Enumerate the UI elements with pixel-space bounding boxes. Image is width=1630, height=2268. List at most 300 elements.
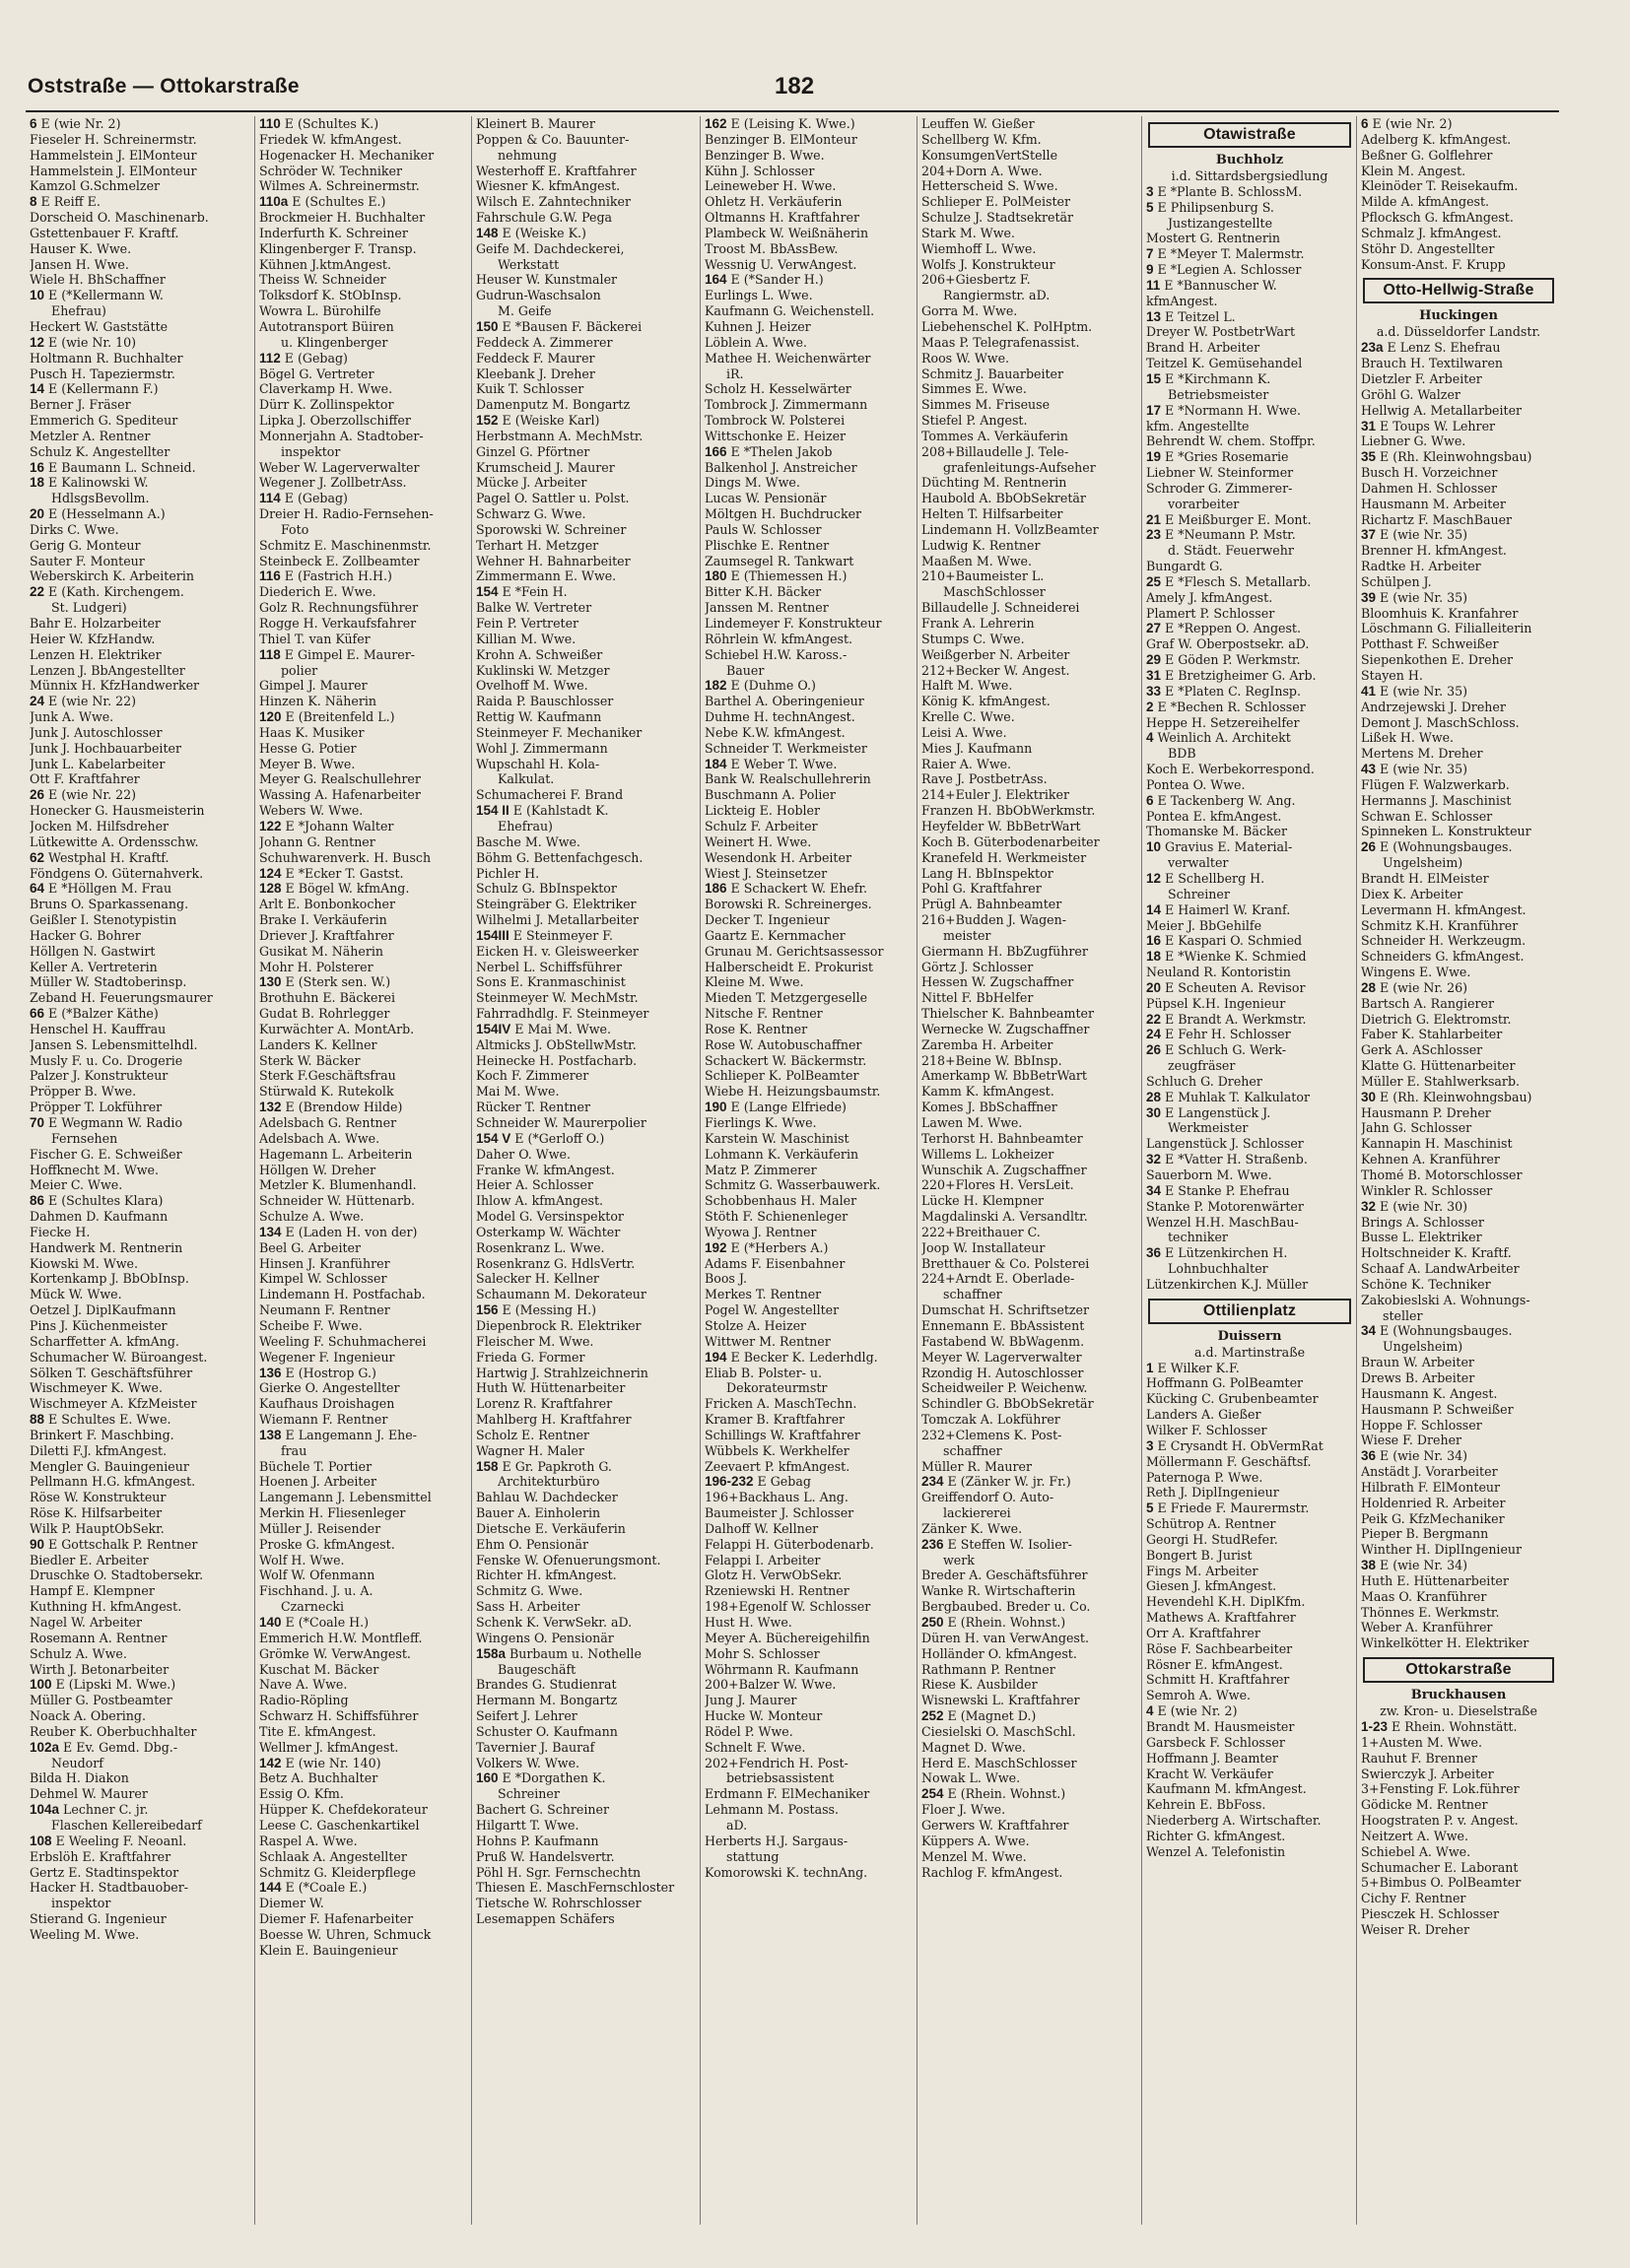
directory-entry: Weeling F. Schuhmacherei (259, 1333, 427, 1349)
directory-entry (705, 568, 914, 584)
entry-text: Gravius E. Material- (1161, 839, 1293, 855)
directory-entry: Borowski R. Schreinerges. (705, 897, 872, 912)
house-number: 154 II (476, 803, 509, 819)
entry-continuation: inspektor (51, 1896, 111, 1911)
directory-entry: Neuland R. Kontoristin (1146, 965, 1291, 980)
directory-entry: Osterkamp W. Wächter (476, 1224, 621, 1239)
street-range-title: Oststraße — Ottokarstraße (28, 75, 300, 98)
directory-entry: Eurlings L. Wwe. (705, 288, 813, 303)
directory-entry: Schackert W. Bäckermstr. (705, 1052, 867, 1068)
directory-entry (259, 1100, 468, 1115)
directory-entry: Düchting M. Rentnerin (921, 475, 1067, 491)
directory-entry: Duhme H. technAngest. (705, 709, 855, 725)
directory-entry: Adelsbach G. Rentner (259, 1115, 397, 1130)
entry-text: E Gr. Papkroth G. (498, 1458, 612, 1474)
directory-entry: Pruß W. Handelsvertr. (476, 1848, 615, 1864)
house-number: 182 (705, 678, 727, 694)
directory-entry (705, 757, 914, 772)
directory-entry: Pogel W. Angestellter (705, 1302, 840, 1318)
column-1 (26, 116, 254, 2225)
entry-text: Lechner C. jr. (59, 1802, 149, 1818)
entry-continuation: Schreiner (498, 1786, 560, 1802)
directory-entry: Amerkamp W. BbBetrWart (921, 1068, 1087, 1084)
directory-entry: Ovelhoff M. Wwe. (476, 678, 588, 694)
directory-entry: Schmalz J. kfmAngest. (1361, 225, 1502, 240)
entry-text: E *Plante B. SchlossM. (1153, 183, 1303, 199)
directory-entry: 1+Austen M. Wwe. (1361, 1734, 1482, 1750)
directory-entry: Prügl A. Bahnbeamter (921, 897, 1062, 912)
entry-text: E (wie Nr. 10) (44, 334, 137, 350)
directory-entry: Basche M. Wwe. (476, 834, 580, 849)
directory-entry: Diex K. Arbeiter (1361, 886, 1463, 901)
entry-text: E Lenz S. Ehefrau (1383, 340, 1501, 356)
directory-entry (1146, 793, 1353, 809)
directory-entry: Weiser R. Dreher (1361, 1921, 1469, 1937)
directory-entry: Schulze J. Stadtsekretär (921, 210, 1074, 226)
directory-entry: Heyfelder W. BbBetrWart (921, 818, 1081, 834)
directory-entry: Pflocksch G. kfmAngest. (1361, 210, 1514, 226)
directory-entry: Billaudelle J. Schneiderei (921, 600, 1080, 616)
entry-continuation: verwalter (1168, 855, 1229, 871)
directory-entry: Pichler H. (476, 865, 540, 881)
entry-continuation: nehmung (498, 147, 557, 163)
house-number: 22 (1146, 1011, 1162, 1027)
entry-text: E (wie Nr. 30) (1376, 1198, 1468, 1214)
directory-entry: Wilhelmi J. Metallarbeiter (476, 912, 639, 928)
directory-entry: Brandes G. Studienrat (476, 1677, 617, 1693)
directory-entry (476, 1646, 697, 1662)
directory-entry: Mies J. Kaufmann (921, 740, 1033, 756)
directory-entry: Stark M. Wwe. (921, 225, 1015, 240)
directory-entry: Fenske W. Ofenuerungsmont. (476, 1552, 661, 1568)
house-number: 114 (259, 491, 281, 506)
directory-entry: Jung J. Maurer (705, 1693, 797, 1708)
entry-text: E (Laden H. von der) (281, 1224, 418, 1239)
entry-text: E (wie Nr. 26) (1376, 979, 1468, 995)
directory-entry: Holländer O. kfmAngest. (921, 1645, 1077, 1661)
directory-entry: Ciesielski O. MaschSchl. (921, 1723, 1076, 1739)
directory-entry: Ennemann E. BbAssistent (921, 1317, 1085, 1333)
entry-continuation: Kalkulat. (498, 771, 555, 787)
house-number: 36 (1146, 1245, 1162, 1261)
entry-continuation: St. Ludgeri) (51, 600, 127, 616)
directory-entry: Giermann H. BbZugführer (921, 943, 1088, 959)
directory-entry (1146, 1361, 1353, 1376)
house-number: 112 (259, 350, 281, 366)
directory-entry: Dietrich G. Elektromstr. (1361, 1011, 1512, 1027)
directory-entry (259, 116, 468, 132)
directory-entry: Sölken T. Geschäftsführer (30, 1365, 193, 1380)
directory-entry: Joop W. Installateur (921, 1239, 1046, 1255)
directory-entry (1146, 1183, 1353, 1199)
directory-entry (1146, 730, 1353, 746)
directory-entry (1146, 1245, 1353, 1261)
directory-entry: Weber W. Lagerverwalter (259, 459, 420, 475)
directory-entry (30, 694, 251, 709)
directory-entry: Stumps C. Wwe. (921, 631, 1025, 646)
entry-text: E (Wohnungsbauges. (1376, 839, 1513, 855)
directory-entry: Nittel F. BbHelfer (921, 990, 1034, 1006)
house-number: 186 (705, 881, 727, 897)
directory-entry: Wisnewski L. Kraftfahrer (921, 1693, 1080, 1708)
directory-entry: Liebner G. Wwe. (1361, 434, 1466, 449)
entry-text: E (Kahlstadt K. (509, 803, 609, 819)
directory-entry: Decker T. Ingenieur (705, 912, 830, 928)
house-number: 3 (1146, 1437, 1154, 1453)
directory-entry (30, 1834, 251, 1849)
house-number: 194 (705, 1349, 727, 1365)
directory-entry: Dehmel W. Maurer (30, 1786, 148, 1802)
directory-entry: Adams F. Eisenbahner (705, 1255, 846, 1271)
directory-entry: Schmitz J. Bauarbeiter (921, 366, 1064, 381)
directory-entry: Gröhl G. Walzer (1361, 386, 1460, 402)
directory-entry: Eliab B. Polster- u. (705, 1365, 823, 1380)
house-number: 140 (259, 1615, 282, 1630)
directory-entry: 210+Baumeister L. (921, 568, 1045, 584)
directory-entry: Sterk W. Bäcker (259, 1052, 361, 1068)
house-number: 10 (1146, 839, 1162, 855)
directory-entry: Komes J. BbSchaffner (921, 1100, 1057, 1115)
directory-entry: Scharffetter A. kfmAng. (30, 1333, 179, 1349)
house-number: 26 (30, 787, 45, 803)
directory-entry: Gorra M. Wwe. (921, 303, 1018, 319)
directory-entry: Semroh A. Wwe. (1146, 1688, 1252, 1703)
directory-entry: Föndgens O. Güternahverk. (30, 865, 204, 881)
directory-entry: Hoogstraten P. v. Angest. (1361, 1813, 1519, 1829)
directory-entry: Haubold A. BbObSekretär (921, 491, 1086, 506)
entry-text: E Toups W. Lehrer (1376, 418, 1496, 434)
directory-entry: Wischmeyer A. KfzMeister (30, 1396, 197, 1412)
house-number: 86 (30, 1193, 45, 1209)
directory-entry: Richartz F. MaschBauer (1361, 511, 1513, 527)
directory-entry: Röse W. Konstrukteur (30, 1490, 167, 1505)
entry-continuation: Rangiermstr. aD. (943, 288, 1051, 303)
directory-entry: Salecker H. Kellner (476, 1271, 599, 1287)
directory-entry: Daher O. Wwe. (476, 1146, 571, 1162)
directory-entry: Dreier H. Radio-Fernsehen- (259, 506, 434, 522)
directory-entry: Jahn G. Schlosser (1361, 1120, 1472, 1136)
directory-entry: 206+Giesbertz F. (921, 272, 1031, 288)
directory-entry: Hermann M. Bongartz (476, 1693, 618, 1708)
directory-entry: Schlieper E. PolMeister (921, 194, 1070, 210)
directory-entry: Zeevaert P. kfmAngest. (705, 1458, 850, 1474)
directory-entry: Ginzel G. Pförtner (476, 443, 590, 459)
directory-entry (705, 1100, 914, 1115)
directory-entry: Handwerk M. Rentnerin (30, 1239, 183, 1255)
entry-text: E (*Sander H.) (726, 272, 824, 288)
house-number: 148 (476, 225, 499, 240)
directory-entry: Plischke E. Rentner (705, 537, 830, 553)
entry-text: E *Normann H. Wwe. (1161, 402, 1301, 418)
house-number: 30 (1146, 1104, 1162, 1120)
directory-entry: Jansen S. Lebensmittelhdl. (30, 1036, 198, 1052)
house-number: 22 (30, 584, 45, 600)
directory-entry: 200+Balzer W. Wwe. (705, 1677, 837, 1693)
directory-entry: Westerhoff E. Kraftfahrer (476, 163, 637, 178)
house-number: 252 (921, 1708, 944, 1724)
directory-entry: Keller A. Vertreterin (30, 959, 158, 974)
house-number: 33 (1146, 683, 1162, 699)
directory-entry: Erdmann F. ElMechaniker (705, 1786, 870, 1802)
entry-text: E Brandt A. Werkmstr. (1161, 1011, 1307, 1027)
directory-entry: Schulz A. Wwe. (30, 1645, 127, 1661)
directory-entry: Kamzol G.Schmelzer (30, 178, 161, 194)
directory-entry: Brandt M. Hausmeister (1146, 1719, 1295, 1734)
directory-entry: Altmicks J. ObStellwMstr. (476, 1036, 637, 1052)
directory-entry (30, 460, 251, 476)
directory-entry (259, 866, 468, 882)
directory-entry: Wegener F. Ingenieur (259, 1349, 395, 1365)
house-number: 110a (259, 194, 289, 210)
directory-entry: Schulze A. Wwe. (259, 1209, 365, 1225)
directory-entry: Mück W. Wwe. (30, 1287, 122, 1302)
directory-entry: Schellberg W. Kfm. (921, 131, 1042, 147)
directory-entry: Wiest J. Steinsetzer (705, 865, 828, 881)
directory-entry: Kuhnen J. Heizer (705, 318, 811, 334)
directory-entry: Adelsbach A. Wwe. (259, 1130, 380, 1146)
directory-entry (1146, 684, 1353, 700)
directory-entry: Lehmann M. Postass. (705, 1802, 840, 1818)
directory-entry: Münnix H. KfzHandwerker (30, 678, 200, 694)
directory-entry: Bruns O. Sparkassenang. (30, 897, 189, 912)
directory-entry: Geißler I. Stenotypistin (30, 912, 177, 928)
directory-entry: Lützenkirchen K.J. Müller (1146, 1276, 1309, 1292)
directory-entry: Cichy F. Rentner (1361, 1891, 1466, 1906)
house-number: 4 (1146, 1703, 1154, 1719)
directory-entry: Wilk P. HauptObSekr. (30, 1520, 165, 1536)
directory-entry: Hausmann M. Arbeiter (1361, 496, 1506, 511)
entry-continuation: Neudorf (51, 1755, 103, 1770)
directory-entry: Winther H. DiplIngenieur (1361, 1542, 1523, 1558)
directory-entry: Rosenkranz L. Wwe. (476, 1239, 605, 1255)
directory-entry: Palzer J. Konstrukteur (30, 1068, 169, 1084)
entry-text: E (Kellermann F.) (44, 381, 159, 397)
directory-entry: Bahr E. Holzarbeiter (30, 616, 161, 631)
directory-entry: Schlieper K. PolBeamter (705, 1068, 859, 1084)
directory-entry: Kramer B. Kraftfahrer (705, 1412, 846, 1428)
directory-entry: Stolze A. Heizer (705, 1317, 807, 1333)
directory-entry: Graf W. Oberpostsekr. aD. (1146, 636, 1310, 652)
directory-entry: Beßner G. Golflehrer (1361, 147, 1493, 163)
house-number: 9 (1146, 262, 1154, 278)
column-2 (254, 116, 471, 2225)
directory-entry: Musly F. u. Co. Drogerie (30, 1052, 183, 1068)
directory-entry: Ehm O. Pensionär (476, 1536, 589, 1552)
entry-text: E (Duhme O.) (726, 678, 816, 694)
directory-entry: Lesemappen Schäfers (476, 1911, 615, 1927)
directory-entry: Schneider W. Hüttenarb. (259, 1193, 416, 1209)
directory-entry: Rathmann P. Rentner (921, 1661, 1055, 1677)
directory-entry: Seifert J. Lehrer (476, 1708, 577, 1724)
house-number: 108 (30, 1833, 52, 1848)
directory-entry: Hevendehl K.H. DiplKfm. (1146, 1594, 1306, 1610)
directory-entry: Hetterscheid S. Wwe. (921, 178, 1058, 194)
entry-continuation: Flaschen Kellereibedarf (51, 1817, 202, 1833)
directory-entry: Schwarz G. Wwe. (476, 506, 586, 522)
entry-continuation: Schreiner (1168, 886, 1230, 901)
directory-entry (476, 928, 697, 944)
directory-entry: Herd E. MaschSchlosser (921, 1755, 1077, 1770)
directory-entry: Kaufmann G. Weichenstell. (705, 303, 875, 319)
house-number: 116 (259, 568, 281, 584)
directory-entry: Bachert G. Schreiner (476, 1802, 609, 1818)
directory-entry: Wanke R. Wirtschafterin (921, 1583, 1076, 1599)
entry-text: E *Thelen Jakob (726, 443, 833, 459)
directory-entry: Diepenbrock R. Elektriker (476, 1317, 642, 1333)
house-number: 29 (1146, 652, 1162, 668)
house-number: 142 (259, 1755, 282, 1770)
house-number: 184 (705, 756, 727, 771)
directory-entry: Riese K. Ausbilder (921, 1677, 1038, 1693)
directory-entry: Erbslöh E. Kraftfahrer (30, 1848, 171, 1864)
directory-entry: Driever J. Kraftfahrer (259, 927, 394, 943)
directory-entry: Schülpen J. (1361, 573, 1432, 589)
directory-entry: Schuhwarenverk. H. Busch (259, 849, 432, 865)
directory-entry: Meyer W. Lagerverwalter (921, 1349, 1082, 1365)
entry-text: E (Thiemessen H.) (726, 568, 848, 584)
directory-entry: Brandt H. ElMeister (1361, 870, 1489, 886)
directory-entry: Stöth F. Schienenleger (705, 1209, 849, 1225)
house-number: 12 (1146, 870, 1162, 886)
directory-entry: Janssen M. Rentner (705, 600, 829, 616)
directory-entry: Amely J. kfmAngest. (1146, 589, 1273, 605)
directory-entry: Hermanns J. Maschinist (1361, 792, 1512, 808)
directory-entry: Schumacher W. Büroangest. (30, 1349, 208, 1365)
directory-entry: Hilbrath F. ElMonteur (1361, 1479, 1501, 1495)
directory-entry: Büchele T. Portier (259, 1458, 373, 1474)
directory-entry (705, 678, 914, 694)
directory-entry: Huth E. Hüttenarbeiter (1361, 1572, 1509, 1588)
directory-entry: Hust H. Wwe. (705, 1615, 792, 1630)
entry-continuation: iR. (726, 366, 744, 381)
directory-entry: Leineweber H. Wwe. (705, 178, 837, 194)
directory-entry (259, 974, 468, 990)
directory-entry: Müller G. Postbeamter (30, 1693, 172, 1708)
directory-entry: Theiss W. Schneider (259, 272, 386, 288)
directory-entry: Sterk F.Geschäftsfrau (259, 1068, 396, 1084)
directory-entry: Müller J. Reisender (259, 1520, 381, 1536)
directory-entry (1146, 668, 1353, 684)
directory-entry (1361, 1719, 1556, 1735)
house-number: 88 (30, 1412, 45, 1428)
entry-text: E (Rhein. Wohnst.) (943, 1615, 1066, 1630)
house-number: 7 (1146, 246, 1154, 262)
directory-entry: Fierlings K. Wwe. (705, 1115, 817, 1130)
house-number: 25 (1146, 573, 1162, 589)
directory-entry: Sons E. Kranmaschinist (476, 974, 626, 990)
entry-text: E Bögel W. kfmAng. (281, 881, 410, 897)
directory-entry: Rose W. Autobuschaffner (705, 1036, 862, 1052)
directory-entry: Löschmann G. Filialleiterin (1361, 621, 1532, 636)
directory-entry: Mai M. Wwe. (476, 1084, 560, 1100)
directory-entry: Brenner H. kfmAngest. (1361, 543, 1507, 559)
entry-continuation: polier (281, 662, 318, 678)
directory-entry (1361, 419, 1556, 434)
directory-entry: Schröder W. Techniker (259, 163, 402, 178)
directory-entry: Kamm K. kfmAngest. (921, 1084, 1054, 1100)
directory-entry: Hacker G. Bohrer (30, 927, 141, 943)
directory-entry: Pröpper B. Wwe. (30, 1084, 137, 1100)
directory-entry: Hoffmann J. Beamter (1146, 1750, 1278, 1766)
directory-entry: Felappi I. Arbeiter (705, 1552, 821, 1568)
house-number: 160 (476, 1770, 499, 1786)
directory-entry: Grömke W. VerwAngest. (259, 1645, 411, 1661)
directory-entry: Maaßen M. Wwe. (921, 553, 1032, 568)
entry-continuation: frau (281, 1442, 307, 1458)
entry-text: E (Wohnungsbauges. (1376, 1323, 1513, 1339)
directory-entry: Kehnen A. Kranführer (1361, 1152, 1500, 1167)
directory-entry: Hausmann K. Angest. (1361, 1385, 1498, 1401)
directory-entry: Mohr S. Schlosser (705, 1645, 820, 1661)
directory-entry: Schneider W. Maurerpolier (476, 1115, 646, 1130)
directory-entry: Geife M. Dachdeckerei, (476, 240, 625, 256)
directory-entry: Wolf H. Wwe. (259, 1552, 345, 1568)
directory-entry: Wiele H. BhSchaffner (30, 272, 166, 288)
directory-entry: Emmerich H.W. Montfleff. (259, 1630, 423, 1645)
entry-text: E *Bannuscher W. (1160, 277, 1277, 293)
directory-entry: Neitzert A. Wwe. (1361, 1828, 1469, 1843)
directory-entry (1361, 1558, 1556, 1573)
entry-continuation: stattung (726, 1848, 780, 1864)
entry-continuation: Bauer (726, 662, 765, 678)
street-section-label: a.d. Düsseldorfer Landstr. (1376, 324, 1541, 340)
directory-entry (705, 444, 914, 460)
directory-entry: Schindler G. BbObSekretär (921, 1396, 1094, 1412)
directory-entry: 5+Bimbus O. PolBeamter (1361, 1875, 1522, 1891)
directory-entry: Pöhl H. Sgr. Fernschechtn (476, 1864, 642, 1880)
entry-text: E *Kirchmann K. (1161, 370, 1271, 386)
directory-entry: Grunau M. Gerichtsassessor (705, 943, 884, 959)
entry-text: E Haimerl W. Kranf. (1161, 901, 1291, 917)
directory-entry: Gaartz E. Kernmacher (705, 927, 846, 943)
directory-entry: Kortenkamp J. BbObInsp. (30, 1271, 189, 1287)
directory-entry: Heckert W. Gaststätte (30, 318, 169, 334)
directory-entry (476, 803, 697, 819)
directory-entry (1146, 403, 1353, 419)
directory-entry: Schulz F. Arbeiter (705, 818, 818, 834)
directory-entry: Breder A. Geschäftsführer (921, 1568, 1088, 1583)
house-number: 122 (259, 818, 282, 834)
directory-entry: Görtz J. Schlosser (921, 959, 1034, 974)
street-section-label: a.d. Martinstraße (1193, 1344, 1306, 1360)
directory-entry: Leuffen W. Gießer (921, 116, 1035, 131)
house-number: 39 (1361, 589, 1377, 605)
directory-entry: Pellmann H.G. kfmAngest. (30, 1474, 196, 1490)
directory-entry: Kleine M. Wwe. (705, 974, 804, 990)
entry-text: E (Schultes Klara) (44, 1193, 164, 1209)
entry-text: E *Johann Walter (281, 818, 394, 834)
house-number: 166 (705, 443, 727, 459)
directory-entry: Diemer W. (259, 1896, 324, 1911)
directory-entry: Krelle C. Wwe. (921, 709, 1015, 725)
directory-entry: Kimpel W. Schlosser (259, 1271, 387, 1287)
house-number: 35 (1361, 449, 1377, 465)
directory-entry: Schlaak A. Angestellter (259, 1848, 407, 1864)
entry-text: E *Bausen F. Bäckerei (498, 318, 643, 334)
directory-entry: Pontea E. kfmAngest. (1146, 808, 1282, 824)
directory-entry: Hessen W. Zugschaffner (921, 974, 1074, 990)
directory-entry: Lohmann K. Verkäuferin (705, 1146, 859, 1162)
house-number: 16 (30, 459, 45, 475)
directory-entry: Franke W. kfmAngest. (476, 1162, 615, 1177)
directory-entry: 214+Euler J. Elektriker (921, 787, 1069, 803)
directory-entry: Wiesner K. kfmAngest. (476, 178, 621, 194)
directory-entry (476, 413, 697, 429)
directory-entry: Giesen J. kfmAngest. (1146, 1578, 1277, 1594)
directory-entry: Kücking C. Grubenbeamter (1146, 1391, 1319, 1407)
entry-text: E (wie Nr. 2) (36, 116, 121, 131)
directory-entry: Benzinger B. Wwe. (705, 147, 825, 163)
